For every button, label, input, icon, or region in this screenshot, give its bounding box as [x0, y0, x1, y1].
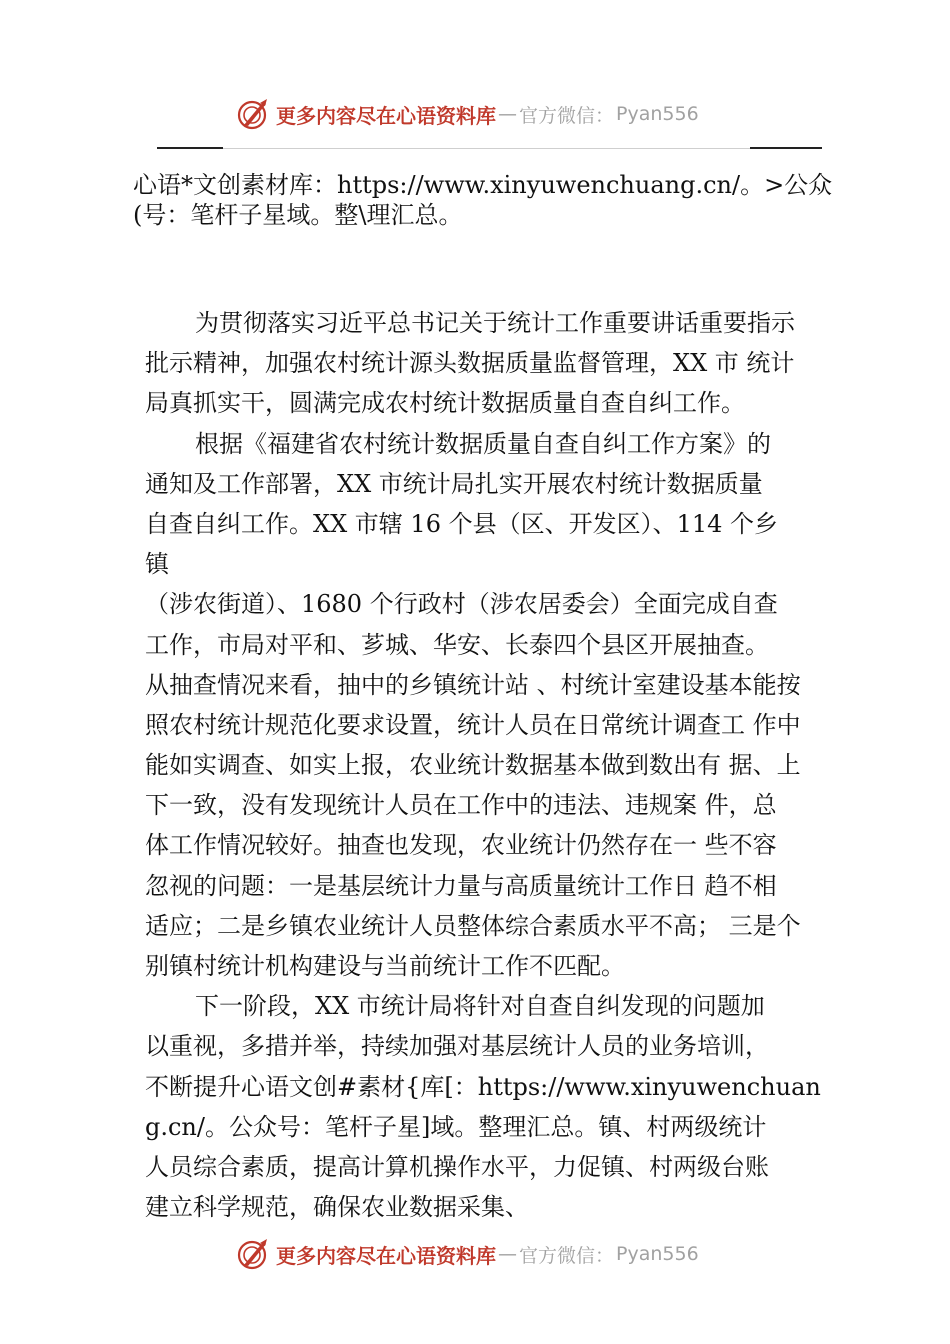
header-rule-right [750, 147, 822, 149]
body-line: （涉农街道）、1680 个行政村（涉农居委会）全面完成自查 [145, 590, 778, 619]
document-body [145, 303, 845, 1227]
watermark-banner-top [236, 94, 699, 134]
body-line: g.cn/。公众号：笔杆子星]域。整理汇总。镇、村两级统计 [145, 1112, 767, 1141]
header-rule-left [157, 147, 223, 149]
header-note-line-2: (号：笔杆子星域。整\理汇总。 [133, 201, 463, 229]
body-line: 工作，市局对平和、芗城、华安、长泰四个县区开展抽查。 [145, 630, 769, 659]
body-line: 镇 [145, 550, 169, 579]
watermark-sub-text: 官方微信： [519, 1244, 615, 1267]
body-line: 忽视的问题：一是基层统计力量与高质量统计工作日 趋不相 [145, 871, 777, 900]
body-line: 通知及工作部署，XX 市统计局扎实开展农村统计数据质量 [145, 469, 763, 498]
watermark-banner-bottom [236, 1234, 699, 1274]
body-line: 下一阶段，XX 市统计局将针对自查自纠发现的问题加 [195, 992, 765, 1021]
body-line: 别镇村统计机构建设与当前统计工作不匹配。 [145, 952, 625, 980]
quill-logo-icon [236, 1237, 270, 1271]
body-line: 人员综合素质，提高计算机操作水平，力促镇、村两级台账 [145, 1152, 769, 1181]
body-line: 以重视，多措并举，持续加强对基层统计人员的业务培训， [145, 1032, 769, 1061]
watermark-main-text: 更多内容尽在心语资料库 [276, 1243, 496, 1268]
body-line: 适应；二是乡镇农业统计人员整体综合素质水平不高； 三是个 [145, 911, 801, 940]
body-line: 批示精神，加强农村统计源头数据质量监督管理，XX 市 统计 [145, 349, 795, 378]
body-line: 局真抓实干，圆满完成农村统计数据质量自查自纠工作。 [145, 389, 745, 418]
watermark-main-text: 更多内容尽在心语资料库 [276, 103, 496, 128]
body-line: 下一致，没有发现统计人员在工作中的违法、违规案 件，总 [145, 791, 777, 820]
body-line: 根据《福建省农村统计数据质量自查自纠工作方案》的 [195, 429, 771, 458]
body-line: 从抽查情况来看，抽中的乡镇统计站 、村统计室建设基本能按 [145, 670, 801, 699]
header-rule-middle [223, 148, 750, 149]
watermark-account: Pyan556 [616, 103, 699, 125]
body-line: 体工作情况较好。抽查也发现，农业统计仍然存在一 些不容 [145, 831, 777, 860]
body-line: 为贯彻落实习近平总书记关于统计工作重要讲话重要指示 [195, 309, 795, 337]
header-note-line-1: 心语*文创素材库：https://www.xinyuwenchuang.cn/。>公众 [133, 171, 833, 199]
watermark-sub-text: 官方微信： [519, 104, 615, 127]
body-line: 建立科学规范，确保农业数据采集、 [145, 1193, 529, 1222]
body-line: 照农村统计规范化要求设置，统计人员在日常统计调查工 作中 [145, 710, 801, 739]
quill-logo-icon [236, 97, 270, 131]
body-line: 自查自纠工作。XX 市辖 16 个县（区、开发区）、114 个乡 [145, 509, 779, 538]
header-note [133, 170, 833, 230]
body-line: 能如实调查、如实上报，农业统计数据基本做到数出有 据、上 [145, 751, 801, 780]
body-line: 不断提升心语文创#素材{库[：https://www.xinyuwenchuan [145, 1072, 821, 1101]
watermark-dash: — [498, 103, 517, 125]
watermark-dash: — [498, 1243, 517, 1265]
watermark-account: Pyan556 [616, 1243, 699, 1265]
